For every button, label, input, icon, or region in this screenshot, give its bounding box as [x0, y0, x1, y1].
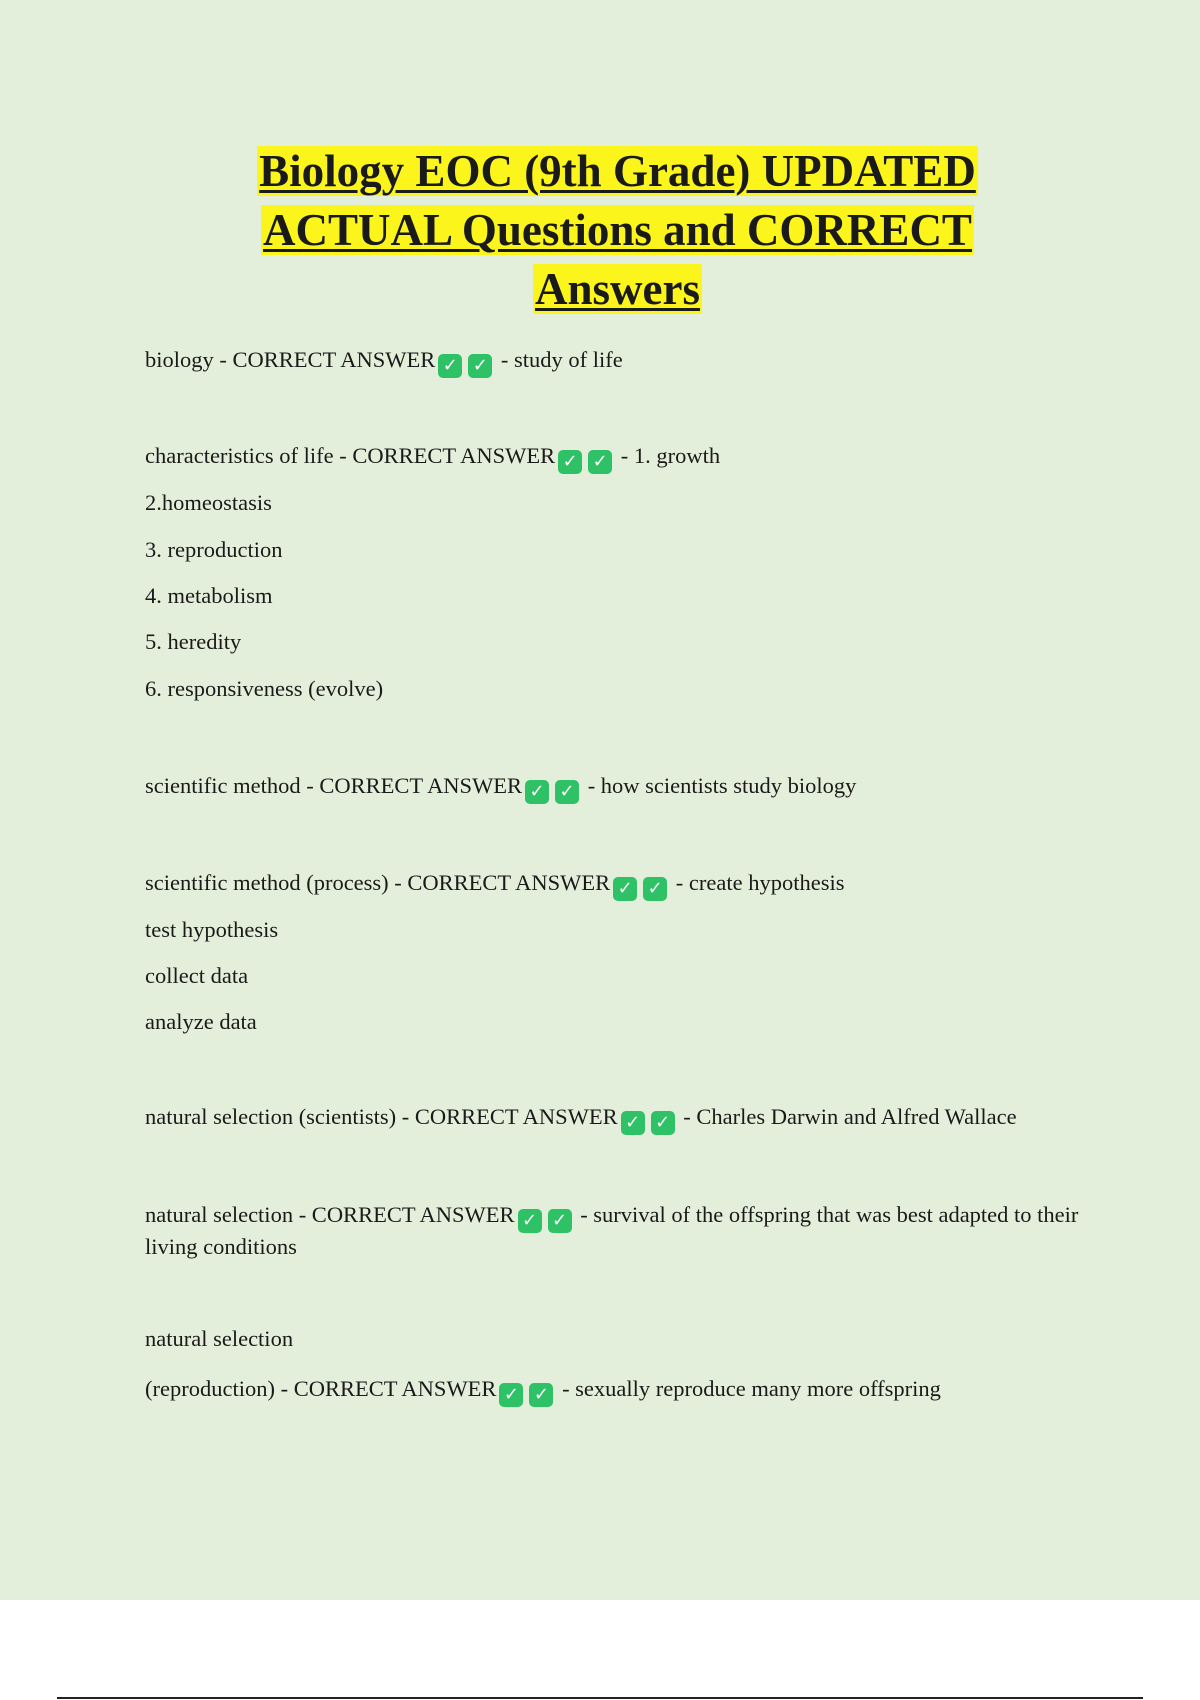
- qa-entry: [145, 869, 1085, 901]
- check-mark-icon: ✓: [529, 1383, 553, 1407]
- check-mark-icon: ✓: [588, 450, 612, 474]
- term-text: characteristics of life - CORRECT ANSWER: [145, 443, 556, 468]
- answer-continuation: 5. heredity: [145, 629, 242, 654]
- answer-text: - how scientists study biology: [582, 773, 857, 798]
- check-mark-icon: ✓: [613, 877, 637, 901]
- check-mark-icon: ✓: [621, 1111, 645, 1135]
- check-mark-icon: ✓: [468, 354, 492, 378]
- footer-divider: [57, 1697, 1143, 1699]
- qa-entry: [145, 1375, 1085, 1407]
- answer-continuation: 3. reproduction: [145, 537, 283, 562]
- term-text: scientific method (process) - CORRECT ANSWER: [145, 870, 611, 895]
- check-mark-icon: ✓: [555, 780, 579, 804]
- check-mark-icon: ✓: [499, 1383, 523, 1407]
- term-text: natural selection (scientists) - CORRECT ANSWER: [145, 1104, 618, 1129]
- answer-text: - sexually reproduce many more offspring: [556, 1376, 941, 1401]
- answer-text: - study of life: [495, 347, 623, 372]
- term-text: biology - CORRECT ANSWER: [145, 347, 436, 372]
- answer-continuation: 4. metabolism: [145, 583, 273, 608]
- answer-text: - create hypothesis: [670, 870, 845, 895]
- term-text: natural selection: [145, 1326, 294, 1351]
- check-mark-icon: ✓: [558, 450, 582, 474]
- check-mark-icon: ✓: [518, 1209, 542, 1233]
- answer-continuation: 6. responsiveness (evolve): [145, 676, 384, 701]
- check-mark-icon: ✓: [438, 354, 462, 378]
- qa-entry: [145, 1201, 1080, 1261]
- term-text: (reproduction) - CORRECT ANSWER: [145, 1376, 497, 1401]
- answer-continuation: analyze data: [145, 1009, 257, 1034]
- answer-text: - 1. growth: [615, 443, 721, 468]
- check-mark-icon: ✓: [548, 1209, 572, 1233]
- title-line-1: Biology EOC (9th Grade) UPDATED: [259, 146, 976, 196]
- answer-continuation: test hypothesis: [145, 917, 279, 942]
- answer-continuation: collect data: [145, 963, 249, 988]
- answer-text: - survival of the offspring that was best adapted to their living conditions: [145, 1202, 1079, 1259]
- check-mark-icon: ✓: [643, 877, 667, 901]
- title-line-2: ACTUAL Questions and CORRECT: [263, 205, 972, 255]
- check-mark-icon: ✓: [651, 1111, 675, 1135]
- qa-entry: [145, 442, 1085, 474]
- term-text: natural selection - CORRECT ANSWER: [145, 1202, 515, 1227]
- document-title: [140, 142, 1095, 319]
- term-text: scientific method - CORRECT ANSWER: [145, 773, 523, 798]
- answer-text: - Charles Darwin and Alfred Wallace: [677, 1104, 1017, 1129]
- qa-entry: [145, 346, 1085, 378]
- answer-continuation: 2.homeostasis: [145, 490, 272, 515]
- title-line-3: Answers: [535, 264, 700, 314]
- qa-entry: [145, 1103, 1085, 1135]
- check-mark-icon: ✓: [525, 780, 549, 804]
- qa-entry: [145, 772, 1085, 804]
